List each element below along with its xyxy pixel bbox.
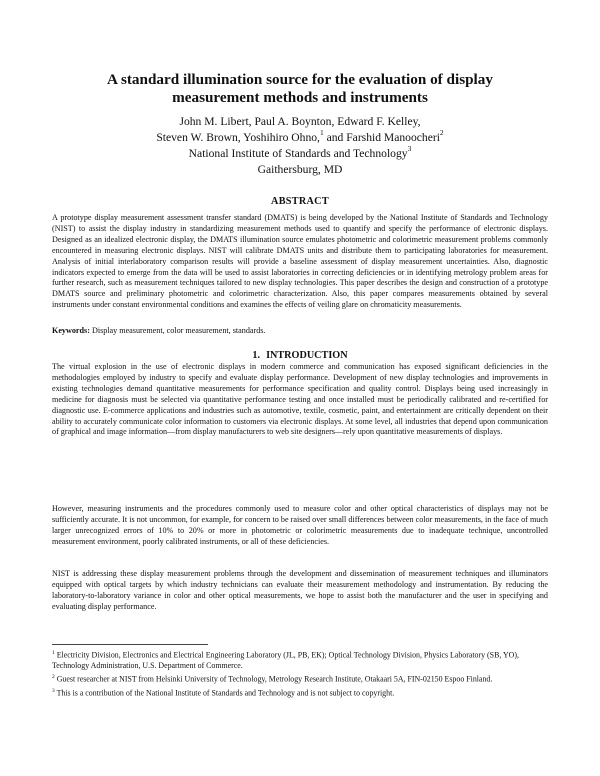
intro-paragraph-2: However, measuring instruments and the procedures commonly used to measure color and other optical characteristics of displays may not be sufficiently accurate. It is not uncommon, for example, for concern to be raised over small differences between color measurements, in the face of much larger unrecognized errors of 10% to 20% or more in photometric or colorimetric measurements due to inadequate technique, uncontrolled measurement environment, poorly calibrated instruments, or all of these deficiencies. — [52, 504, 548, 546]
keywords — [52, 326, 548, 337]
footnotes — [52, 648, 548, 700]
footnote-mark-1: 1 — [319, 128, 324, 138]
intro-paragraph-1: The virtual explosion in the use of electronic displays in modern commerce and communication has exposed significant deficiencies in the methodologies employed by industry to specify and evaluate display performance. Development of new display technologies and improvements in existing technologies demand quantitative measurements for performance specification and quality control. Displays being used increasingly in medicine for diagnosis must be selected via quantitative performance testing and once installed must be periodically calibrated and re-certified for diagnostic use. E-commerce applications and industries such as automotive, textile, cosmetic, paint, and entertainment are critically dependent on their ability to accurately communicate color information to customers via electronic displays. At some level, all industries that depend upon communication of graphical and image information—from display manufacturers to web site designers—rely upon quantitative measurements of displays. — [52, 362, 548, 437]
authors-line-2-part-b: and Farshid Manoocheri — [323, 131, 440, 144]
paper-title — [60, 71, 540, 107]
footnote-2 — [52, 672, 548, 685]
section-heading-introduction — [0, 350, 600, 361]
intro-paragraph-3: NIST is addressing these display measurement problems through the development and dissemination of measurement techniques and illuminators equipped with optical targets by which industry technicians can evaluate their measurement methodology and instrumentation. By reducing the laboratory-to-laboratory variance in color and other optical measurements, we hope to assist both the manufacturer and the user in specifying and evaluating display performance. — [52, 569, 548, 611]
footnote-1-text: Electricity Division, Electronics and Electrical Engineering Laboratory (JL, PB, EK); Optical Technology Division, Physics Laboratory (SB, YO), Technology Administration, U.S. Department of Commerce. — [52, 650, 519, 670]
author-block — [60, 114, 540, 178]
footnote-2-text: Guest researcher at NIST from Helsinki University of Technology, Metrology Research Institute, Otakaari 5A, FIN-02150 Espoo Finland. — [54, 674, 493, 684]
authors-line-2-part-a: Steven W. Brown, Yoshihiro Ohno, — [156, 131, 320, 144]
footnote-2-mark: 2 — [52, 674, 55, 681]
keywords-label: Keywords: — [52, 326, 90, 335]
affiliation-text: National Institute of Standards and Technology — [188, 147, 408, 160]
footnote-1-mark: 1 — [52, 650, 55, 656]
footnote-rule — [52, 644, 208, 645]
section-number: 1. — [252, 350, 261, 361]
abstract-text: A prototype display measurement assessment transfer standard (DMATS) is being developed by the National Institute of Standards and Technology (NIST) to assist the display industry in standardizing measurement methods used to quantify and specify the performance of electronic displays. Designed as an idealized electronic display, the DMATS illumination source emulates photometric and colorimetric measurement problems commonly encountered in measuring electronic displays. NIST will calibrate DMATS units and distribute them to participating laboratories for measurement. Analysis of initial interlaboratory comparison results will provide a baseline assessment of display measurement uncertainties. Also, diagnostic indicators expected to emerge from the data will be used to assist laboratories in correcting deficiencies or in identifying metrology problem areas for further research, such as measurement techniques tailored to new display technologies. This paper describes the design and construction of a prototype DMATS source and preliminary photometric and colorimetric characterization. Also, this paper compares measurements obtained by several instruments under constant environmental conditions and examines the effects of veiling glare on chromaticity measurements. — [52, 213, 548, 310]
title-line-1: A standard illumination source for the evaluation of display — [107, 71, 493, 88]
footnote-3 — [52, 686, 548, 699]
footnote-3-text: This is a contribution of the National Institute of Standards and Technology and is not subject to copyright. — [54, 688, 395, 698]
footnote-mark-2: 2 — [439, 128, 444, 138]
authors-line-1: John M. Libert, Paul A. Boynton, Edward F. Kelley, — [179, 115, 421, 128]
authors-line-2 — [60, 130, 540, 146]
location: Gaithersburg, MD — [257, 163, 343, 176]
affiliation — [60, 146, 540, 162]
footnote-1 — [52, 648, 548, 671]
section-title: INTRODUCTION — [266, 350, 348, 361]
abstract-heading: ABSTRACT — [271, 196, 329, 207]
footnote-mark-3: 3 — [407, 144, 412, 154]
footnote-3-mark: 3 — [52, 688, 55, 695]
title-line-2: measurement methods and instruments — [172, 89, 428, 106]
keywords-text: Display measurement, color measurement, standards. — [89, 326, 266, 335]
